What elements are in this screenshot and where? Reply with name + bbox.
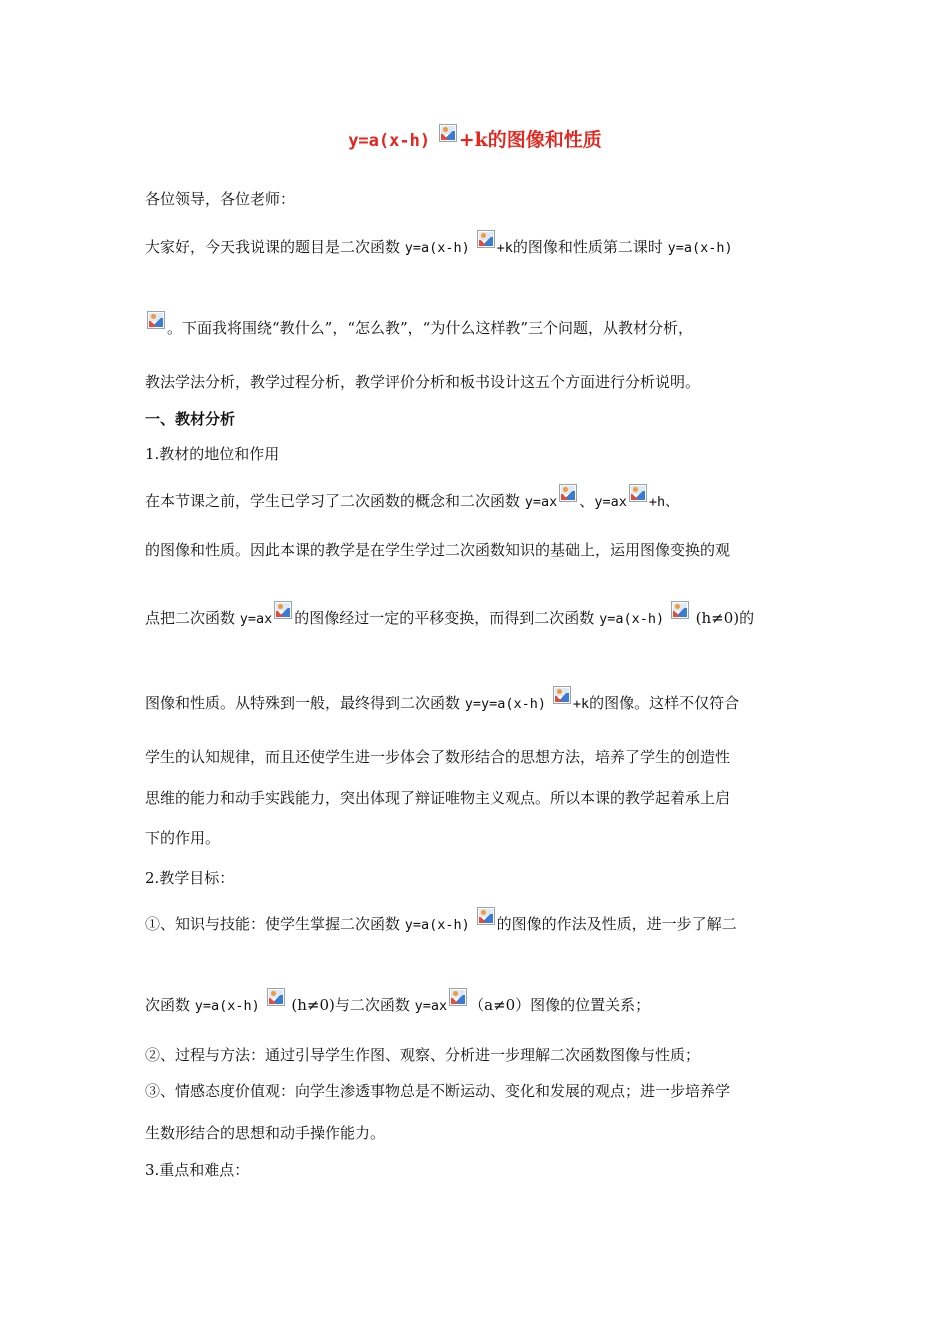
formula-image-icon — [477, 230, 495, 248]
title-text: +k的图像和性质 — [458, 129, 602, 151]
formula-text: y=a(x-h) — [194, 998, 260, 1014]
formula-text: y=ax — [414, 998, 448, 1014]
formula-image-icon — [559, 484, 577, 502]
text-segment: 在本节课之前，学生已学习了二次函数的概念和二次函数 — [145, 492, 525, 510]
formula-image-icon — [629, 484, 647, 502]
text-segment: 、 — [579, 492, 595, 510]
text-segment: ①、知识与技能：使学生掌握二次函数 — [145, 915, 405, 933]
text-segment: 1.教材的地位和作用 — [145, 445, 280, 463]
text-segment: ③、情感态度价值观：向学生渗透事物总是不断运动、变化和发展的观点；进一步培养学 — [145, 1082, 731, 1100]
paragraph-line — [145, 539, 810, 561]
greeting-line — [145, 188, 810, 210]
formula-image-icon — [477, 907, 495, 925]
text-segment: 思维的能力和动手实践能力，突出体现了辩证唯物主义观点。所以本课的教学起着承上启 — [145, 789, 731, 807]
formula-text: y=y=a(x-h) — [464, 696, 547, 712]
text-segment: 。下面我将围绕“教什么”，“怎么教”，“为什么这样教”三个问题，从教材分析， — [167, 319, 694, 337]
subsection-heading — [145, 867, 810, 889]
text-segment: 3.重点和难点： — [145, 1161, 250, 1179]
text-segment: 下的作用。 — [145, 829, 221, 847]
subsection-heading — [145, 1159, 810, 1181]
title-formula: y=a(x-h) — [348, 131, 431, 151]
formula-image-icon — [671, 601, 689, 619]
formula-text: y=a(x-h) — [599, 611, 665, 627]
text-segment: 点把二次函数 — [145, 609, 240, 627]
formula-text: +h、 — [648, 494, 679, 510]
paragraph-line — [145, 907, 810, 936]
formula-text: y=ax — [594, 494, 627, 510]
text-segment: 各位领导，各位老师： — [145, 190, 296, 208]
text-segment: 的图像。这样不仅符合 — [589, 694, 740, 712]
text-segment: 生数形结合的思想和动手操作能力。 — [145, 1124, 386, 1142]
text-segment: 的图像和性质第二课时 — [512, 238, 668, 256]
text-segment: 的图像经过一定的平移变换，而得到二次函数 — [294, 609, 600, 627]
formula-text: y=ax — [239, 611, 273, 627]
text-segment: 教法学法分析，教学过程分析，教学评价分析和板书设计这五个方面进行分析说明。 — [145, 373, 701, 391]
formula-image-icon — [274, 601, 292, 619]
text-segment: 的图像和性质。因此本课的教学是在学生学过二次函数知识的基础上，运用图像变换的观 — [145, 541, 731, 559]
text-segment: (h≠0)与二次函数 — [286, 996, 415, 1014]
subsection-heading — [145, 443, 810, 465]
text-segment: 的图像的作法及性质，进一步了解二 — [496, 915, 737, 933]
paragraph-line — [145, 746, 810, 768]
text-segment: （a≠0）图像的位置关系； — [469, 996, 651, 1014]
paragraph-line — [145, 230, 810, 259]
formula-image-icon — [439, 124, 457, 142]
formula-image-icon — [553, 686, 571, 704]
paragraph-line — [145, 311, 810, 339]
paragraph-line — [145, 371, 810, 393]
paragraph-line — [145, 601, 810, 630]
text-segment: 学生的认知规律，而且还使学生进一步体会了数形结合的思想方法，培养了学生的创造性 — [145, 748, 731, 766]
text-segment: 一、教材分析 — [145, 410, 236, 428]
text-segment: ②、过程与方法：通过引导学生作图、观察、分析进一步理解二次函数图像与性质； — [145, 1046, 701, 1064]
paragraph-line — [145, 686, 810, 715]
formula-image-icon — [147, 311, 165, 329]
formula-text: y=ax — [524, 494, 558, 510]
paragraph-line — [145, 1080, 810, 1102]
formula-text: y=a(x-h) — [667, 240, 733, 256]
paragraph-line — [145, 827, 810, 849]
paragraph-line — [145, 988, 810, 1017]
paragraph-line — [145, 1122, 810, 1144]
text-segment: 图像和性质。从特殊到一般，最终得到二次函数 — [145, 694, 465, 712]
formula-text: +k — [572, 696, 590, 712]
paragraph-line — [145, 787, 810, 809]
paragraph-line — [145, 1044, 810, 1066]
formula-text: y=a(x-h) — [404, 917, 470, 933]
paragraph-line — [145, 484, 810, 513]
section-heading — [145, 408, 810, 430]
text-segment: 次函数 — [145, 996, 195, 1014]
formula-image-icon — [267, 988, 285, 1006]
text-segment: 2.教学目标： — [145, 869, 235, 887]
text-segment: (h≠0)的 — [690, 609, 755, 627]
formula-image-icon — [449, 988, 467, 1006]
formula-text: +k — [496, 240, 513, 256]
formula-text: y=a(x-h) — [404, 240, 470, 256]
document-title — [0, 124, 950, 152]
text-segment: 大家好，今天我说课的题目是二次函数 — [145, 238, 405, 256]
